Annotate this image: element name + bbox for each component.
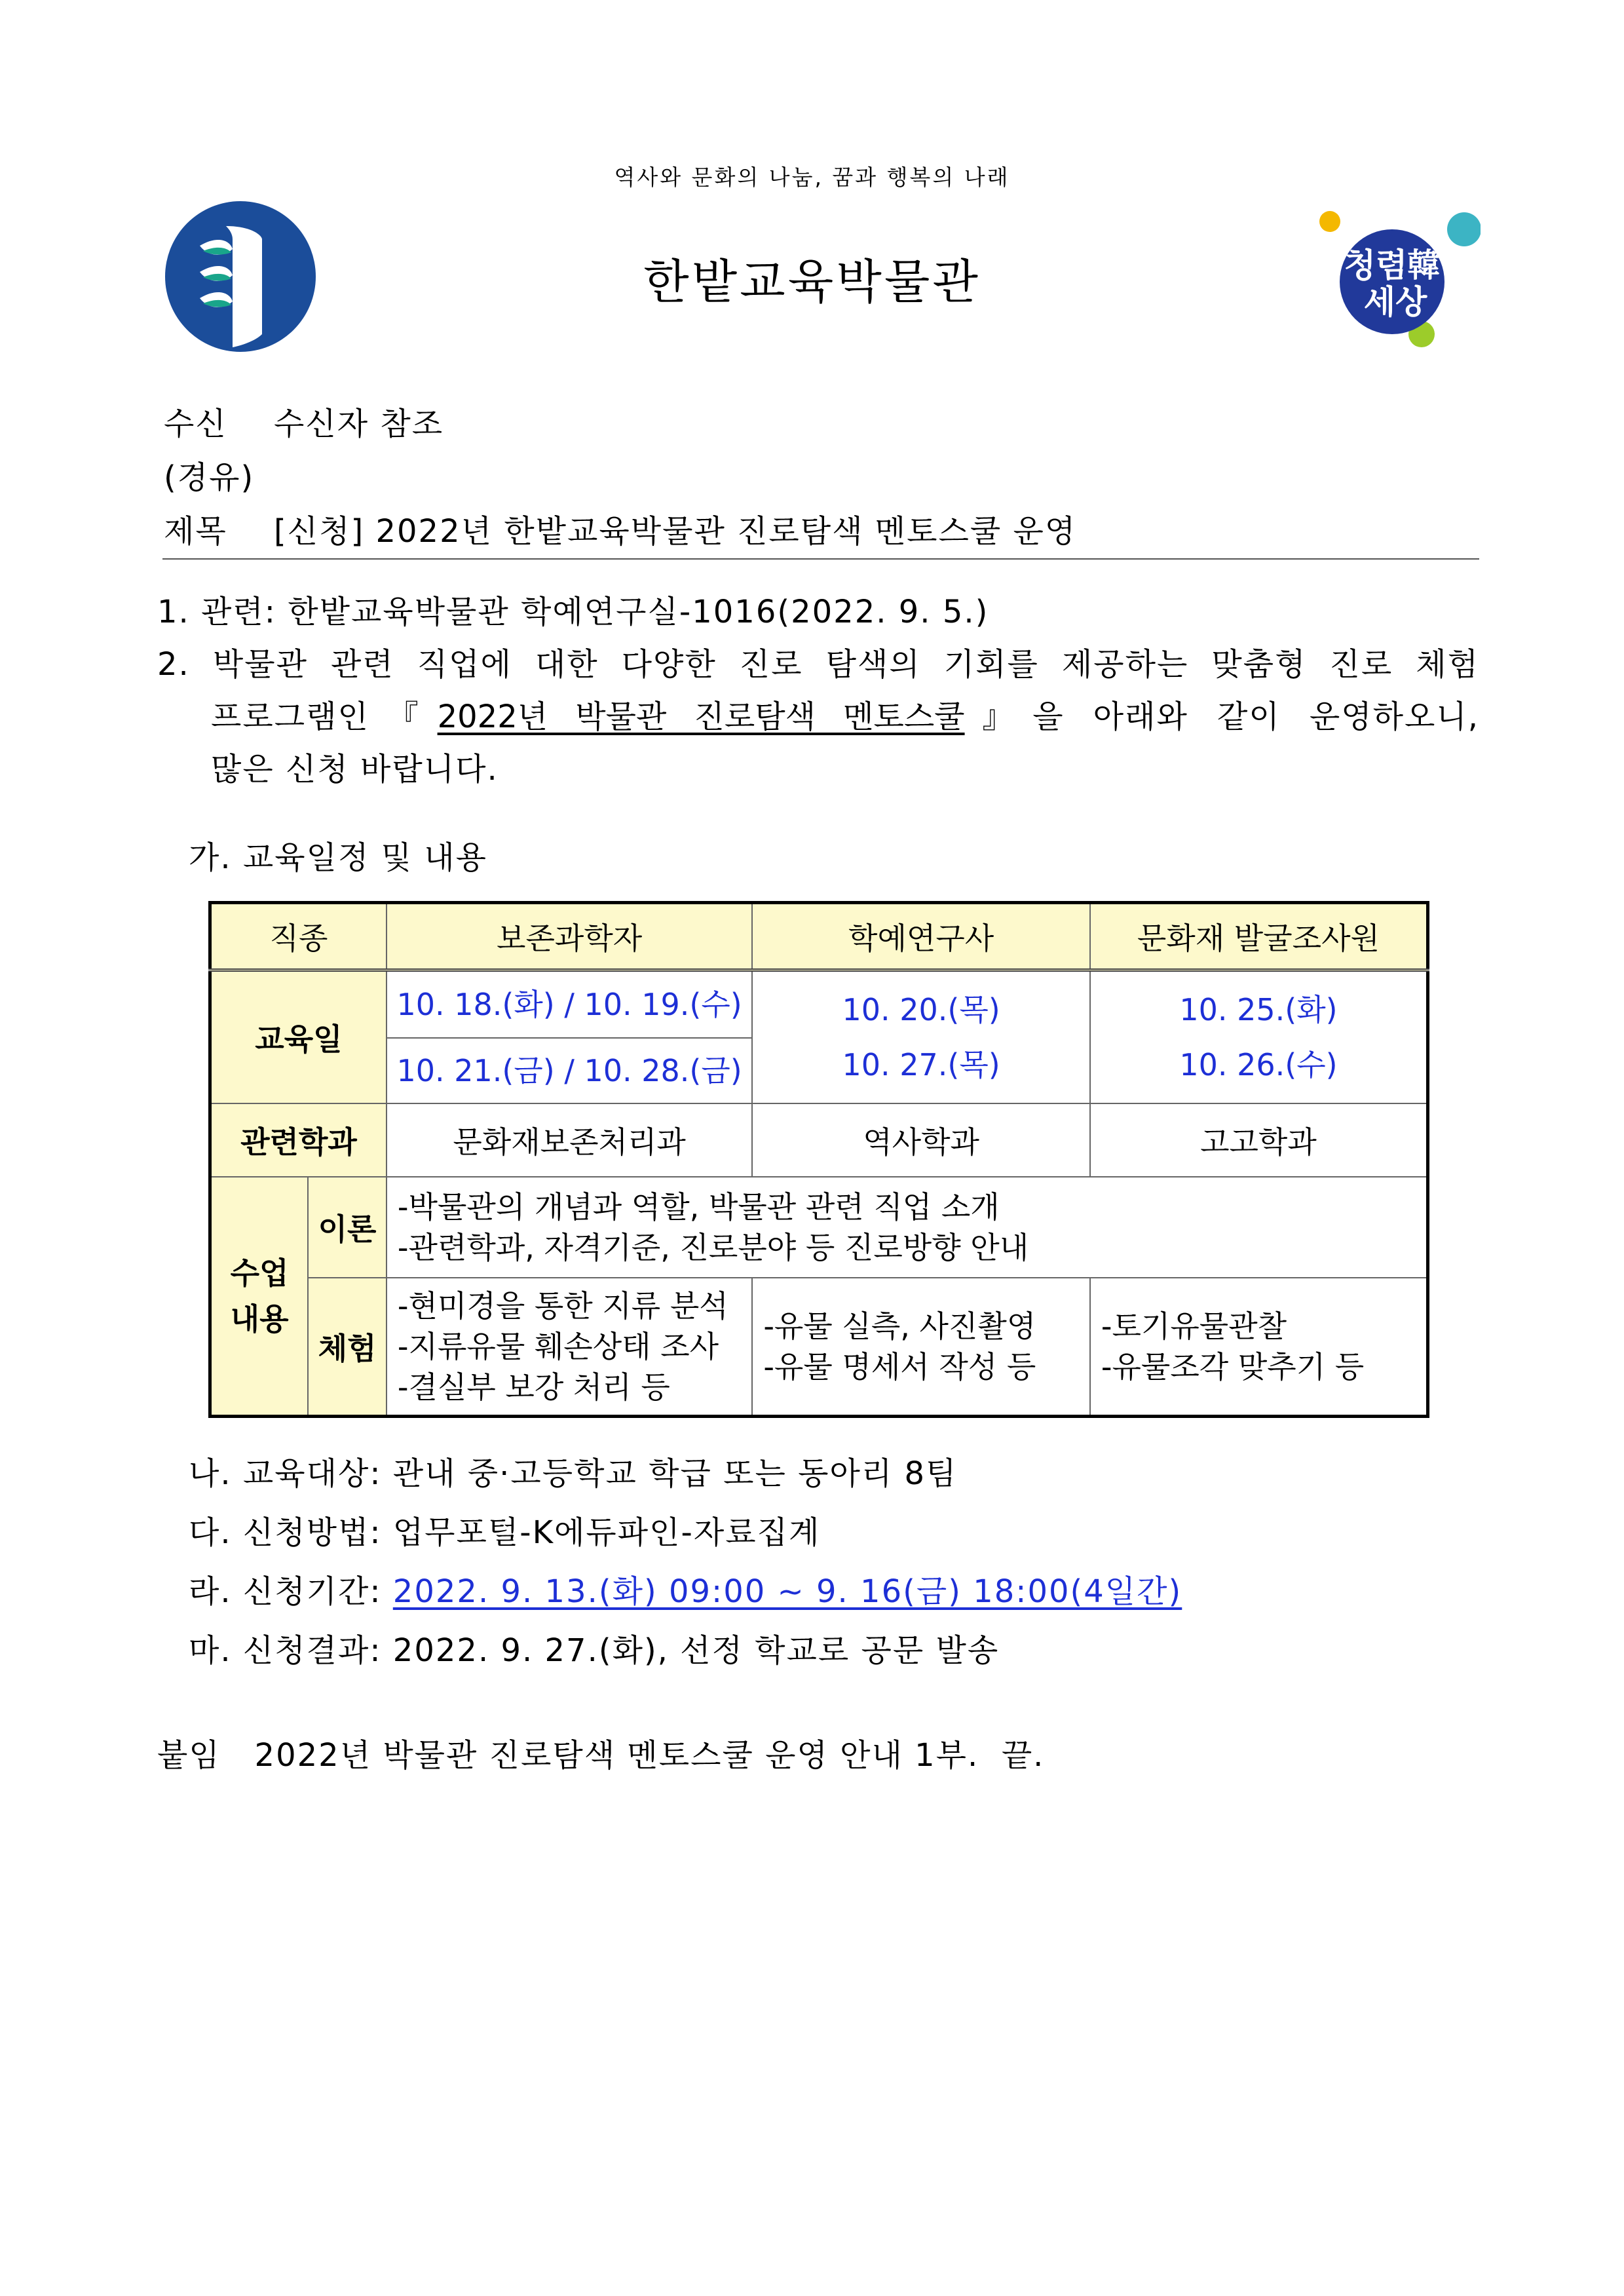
table-header-cell: 직종 xyxy=(210,903,387,970)
recipient-value: 수신자 참조 xyxy=(274,406,444,442)
attachment-end: 끝. xyxy=(1001,1737,1045,1774)
practice-conservation xyxy=(387,1278,752,1417)
recipient-label: 수신 xyxy=(164,406,227,442)
attachment-label: 붙임 xyxy=(157,1737,221,1774)
detail-ra-label: 라. 신청기간: xyxy=(189,1573,393,1610)
edu-day-label: 교육일 xyxy=(210,970,387,1103)
item-2-pre: 프로그램인『 xyxy=(211,698,438,735)
date-curator-2: 10. 27.(목) xyxy=(842,1046,1000,1082)
class-content-label xyxy=(210,1177,309,1417)
attachment-row xyxy=(157,1730,1044,1775)
item-2-post: 』을 아래와 같이 운영하오니, xyxy=(964,698,1479,735)
section-ga: 가. 교육일정 및 내용 xyxy=(189,839,487,876)
theory-line: -박물관의 개념과 역할, 박물관 관련 직업 소개 xyxy=(397,1189,1000,1225)
via-row: (경유) xyxy=(164,459,255,496)
table-header-cell: 보존과학자 xyxy=(387,903,752,970)
slogan: 역사와 문화의 나눔, 꿈과 행복의 나래 xyxy=(614,164,1010,190)
application-period-link[interactable]: 2022. 9. 13.(화) 09:00 ~ 9. 16(금) 18:00(4일간) xyxy=(392,1573,1182,1610)
seal-text-1: 청렴韓 xyxy=(1344,246,1441,284)
dept-label: 관련학과 xyxy=(210,1103,387,1177)
dept-cell: 고고학과 xyxy=(1090,1103,1428,1177)
dept-cell: 역사학과 xyxy=(752,1103,1090,1177)
theory-line: -관련학과, 자격기준, 진로분야 등 진로방향 안내 xyxy=(397,1229,1029,1265)
subject-label: 제목 xyxy=(164,513,227,550)
cheongryeom-seal-icon xyxy=(1317,203,1481,354)
table-header-cell: 학예연구사 xyxy=(752,903,1090,970)
date-excavation-2: 10. 26.(수) xyxy=(1179,1046,1338,1082)
practice-line: -지류유물 훼손상태 조사 xyxy=(397,1328,719,1364)
dates-excavation xyxy=(1090,970,1428,1103)
detail-ma: 마. 신청결과: 2022. 9. 27.(화), 선정 학교로 공문 발송 xyxy=(189,1632,1000,1669)
header-divider xyxy=(162,558,1479,560)
practice-line: -유물 명세서 작성 등 xyxy=(763,1349,1036,1385)
practice-line: -유물조각 맞추기 등 xyxy=(1101,1349,1365,1385)
seal-text-2: 세상 xyxy=(1363,283,1427,321)
practice-line: -결실부 보강 처리 등 xyxy=(397,1369,670,1405)
class-label-1: 수업 xyxy=(230,1255,289,1291)
theory-label: 이론 xyxy=(308,1177,387,1278)
practice-label: 체험 xyxy=(308,1278,387,1417)
detail-na: 나. 교육대상: 관내 중·고등학교 학급 또는 동아리 8팀 xyxy=(189,1455,958,1492)
practice-excavation xyxy=(1090,1278,1428,1417)
item-2-line-2 xyxy=(211,691,1479,737)
date-excavation-1: 10. 25.(화) xyxy=(1179,991,1338,1027)
subject-row xyxy=(164,506,1076,551)
item-1: 1. 관련: 한밭교육박물관 학예연구실-1016(2022. 9. 5.) xyxy=(157,594,989,630)
detail-ra xyxy=(189,1566,1182,1611)
theory-content xyxy=(387,1177,1428,1278)
program-title: 2022년 박물관 진로탐색 멘토스쿨 xyxy=(437,698,965,735)
date-conservation-2: 10. 21.(금) / 10. 28.(금) xyxy=(387,1038,752,1103)
subject-value: [신청] 2022년 한밭교육박물관 진로탐색 멘토스쿨 운영 xyxy=(274,513,1077,550)
practice-curator xyxy=(752,1278,1090,1417)
schedule-table xyxy=(208,901,1429,1418)
detail-da: 다. 신청방법: 업무포털-K에듀파인-자료집계 xyxy=(189,1514,821,1551)
table-header-cell: 문화재 발굴조사원 xyxy=(1090,903,1428,970)
practice-line: -유물 실측, 사진촬영 xyxy=(763,1308,1036,1344)
date-conservation-1: 10. 18.(화) / 10. 19.(수) xyxy=(387,970,752,1038)
attachment-value: 2022년 박물관 진로탐색 멘토스쿨 운영 안내 1부. xyxy=(254,1737,979,1774)
dates-curator xyxy=(752,970,1090,1103)
practice-line: -토기유물관찰 xyxy=(1101,1308,1287,1344)
org-title: 한밭교육박물관 xyxy=(643,254,981,309)
recipient-row xyxy=(164,398,444,444)
date-curator-1: 10. 20.(목) xyxy=(842,991,1000,1027)
class-label-2: 내용 xyxy=(230,1301,289,1337)
dept-cell: 문화재보존처리과 xyxy=(387,1103,752,1177)
item-2-line-1: 2. 박물관 관련 직업에 대한 다양한 진로 탐색의 기회를 제공하는 맞춤형 진로 체험 xyxy=(157,646,1479,683)
item-2-line-3: 많은 신청 바랍니다. xyxy=(211,751,499,788)
practice-line: -현미경을 통한 지류 분석 xyxy=(397,1288,728,1324)
